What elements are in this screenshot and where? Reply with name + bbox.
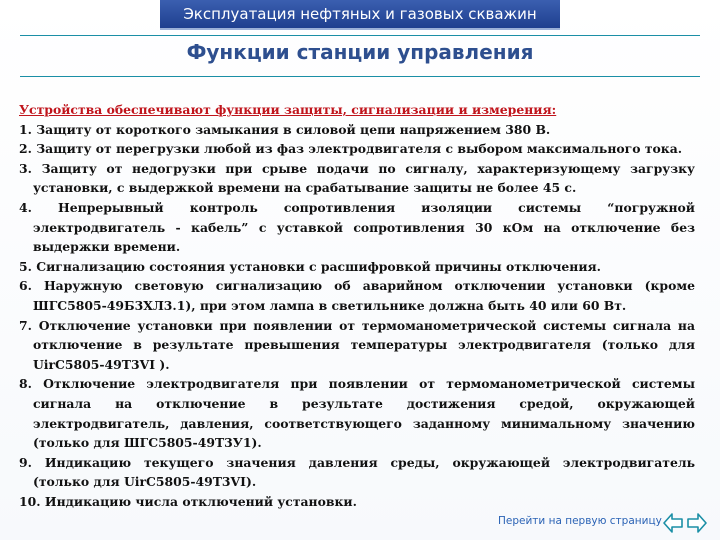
header-bar (160, 0, 560, 30)
list-item: 2. Защиту от перегрузки любой из фаз электродвигателя с выбором максимального тока. (19, 141, 683, 157)
arrow-right-outline-icon[interactable] (688, 514, 706, 532)
list-item: 1. Защиту от короткого замыкания в силовой цепи напряжением 380 В. (19, 121, 551, 137)
list-item: 10. Индикацию числа отключений установки. (19, 493, 357, 509)
list-item: 6. Наружную световую сигнализацию об аварийном отключении установки (кроме ШГС5805-49Б3ХЛ3.1), при этом лампа в светильнике должна быть 40 или 60 Вт. (19, 278, 695, 313)
title-divider-bottom (20, 76, 700, 77)
list-item: 7. Отключение установки при появлении от термоманометрической системы сигнала на отключение в результате превышения температуры электродвигателя (только для UirC5805-49T3VI ). (19, 317, 695, 372)
content-body (19, 100, 695, 511)
header-title: Эксплуатация нефтяных и газовых скважин (183, 5, 537, 23)
first-page-link[interactable]: Перейти на первую страницу (498, 515, 662, 527)
list-item: 9. Индикацию текущего значения давления среды, окружающей электродвигатель (только для UirC5805-49T3VI). (19, 454, 695, 490)
nav-arrows (663, 510, 707, 536)
intro-heading: Устройства обеспечивают функции защиты, сигнализации и измерения: (19, 102, 557, 117)
arrow-left-outline-icon[interactable] (664, 514, 682, 532)
list-item: 5. Сигнализацию состояния установки с расшифровкой причины отключения. (19, 258, 601, 274)
slide-title: Функции станции управления (186, 40, 534, 64)
title-divider-top (20, 35, 700, 36)
list-item: 4. Непрерывный контроль сопротивления изоляции системы “погружной электродвигатель - кабель” с уставкой сопротивления 30 кОм на отключение без выдержки времени. (19, 199, 695, 255)
list-item: 8. Отключение электродвигателя при появлении от термоманометрической системы сигнала на отключение в результате достижения средой, окружающей электродвигатель, давления, соответствующего заданному минимальному значению (только для ШГС5805-49Т3У1). (19, 376, 695, 451)
list-item: 3. Защиту от недогрузки при срыве подачи по сигналу, характеризующему загрузку установки, с выдержкой времени на срабатывание защиты не более 45 с. (19, 160, 695, 196)
